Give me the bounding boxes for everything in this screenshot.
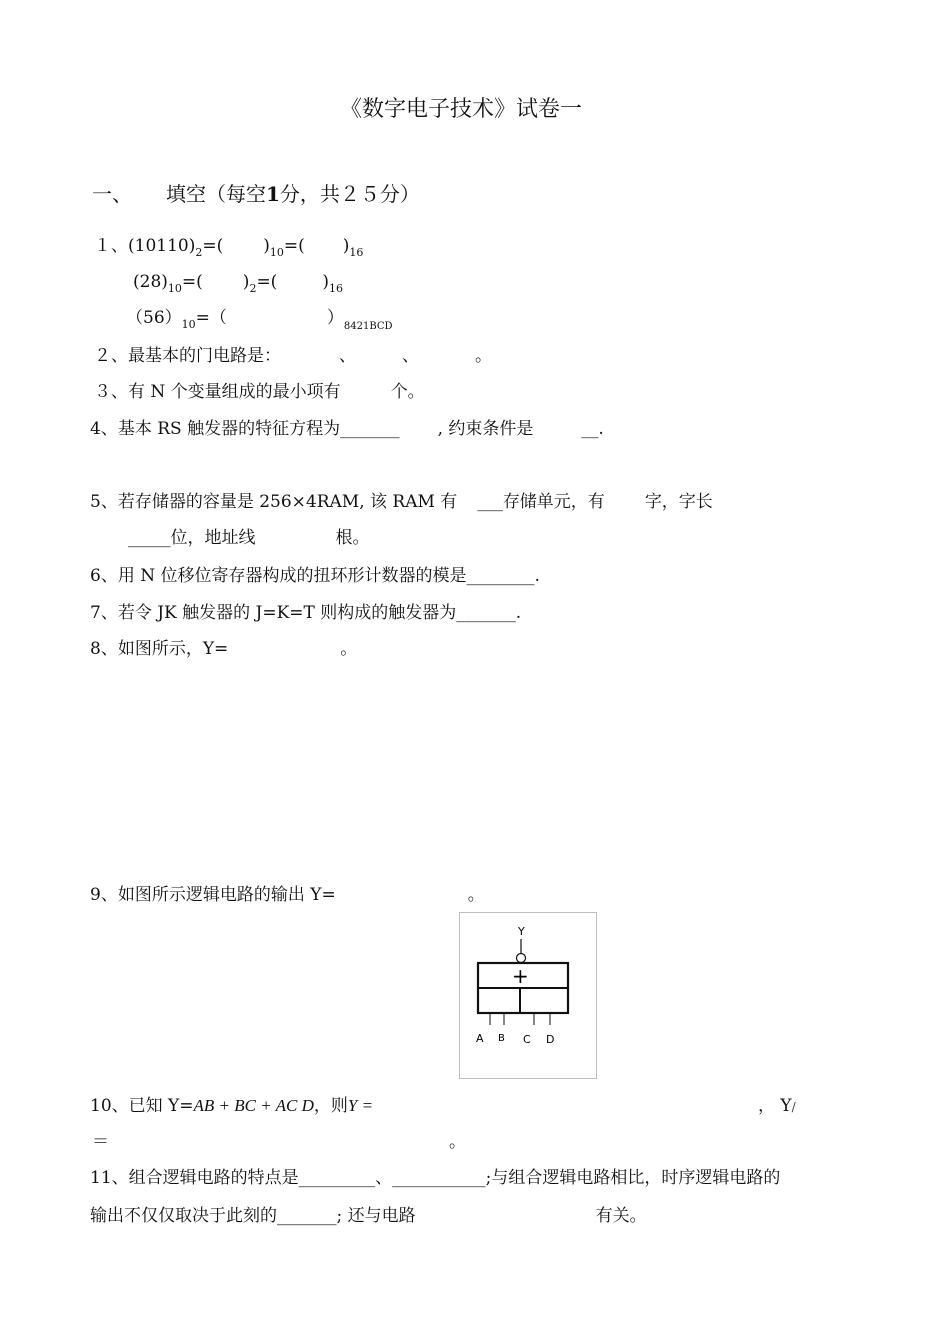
section-label: 填空（每空	[166, 182, 266, 206]
q2	[94, 346, 492, 366]
q1-l2-close1: )	[242, 272, 250, 292]
q10-mid: ，则	[313, 1096, 348, 1116]
q2-sep2: 、	[402, 346, 419, 366]
q10-y-prime	[758, 1096, 796, 1117]
figure-output-label: Y	[518, 925, 525, 938]
q5-line2	[128, 528, 370, 548]
q10-line1	[90, 1096, 373, 1116]
q3	[94, 382, 425, 402]
input-label-b: B	[498, 1033, 505, 1044]
q10-ybar: Y =	[347, 1096, 374, 1115]
input-label-d: D	[546, 1033, 555, 1046]
q6: 6、用 N 位移位寄存器构成的扭环形计数器的模是________.	[90, 566, 540, 586]
q1-eq1: =(	[202, 236, 224, 256]
logic-gate-diagram	[460, 913, 596, 1078]
q10-line2b: 。	[449, 1132, 466, 1152]
q1-l2-prefix: (28)	[133, 272, 168, 292]
section-heading	[92, 184, 420, 204]
logic-figure	[459, 912, 597, 1079]
page-title: 《数字电子技术》试卷一	[340, 97, 583, 122]
q11-line2a: 输出不仅仅取决于此刻的_______; 还与电路	[90, 1206, 416, 1226]
q1-l2-sub3: 16	[328, 282, 343, 295]
q11-line2b: 有关。	[595, 1206, 647, 1226]
q2-sep1: 、	[339, 346, 356, 366]
q5-line1	[90, 492, 713, 512]
q10-text: 10、已知 Y=	[90, 1096, 194, 1116]
q1-l2-sub2: 2	[249, 282, 257, 295]
q1-sub2: 10	[269, 246, 284, 259]
q9	[90, 885, 485, 905]
q1-l2-eq1: =(	[181, 272, 203, 292]
q1-l2-eq2: =(	[256, 272, 278, 292]
q2-end: 。	[475, 346, 492, 366]
q4-end: __.	[581, 419, 604, 439]
q8-end: 。	[340, 639, 358, 659]
q1-line2	[133, 272, 343, 294]
q4-mid: , 约束条件是	[437, 419, 534, 439]
q10-expression: AB + BC + AC D	[193, 1096, 314, 1115]
q1-sub1: 2	[195, 246, 203, 259]
gate-symbol: +	[512, 964, 529, 988]
q5-line2a: _____位，地址线	[128, 528, 256, 548]
q1-l3-sub2: 8421BCD	[343, 321, 393, 332]
q8	[90, 639, 357, 659]
q10-line2	[92, 1132, 466, 1152]
q11-line1: 11、组合逻辑电路的特点是_________、___________;与组合逻辑电路相比，时序逻辑电路的	[90, 1168, 781, 1188]
section-rest: 分，共２５分）	[279, 182, 420, 206]
q10-line2a: ＝	[92, 1132, 109, 1152]
q3-text: ３、有 N 个变量组成的最小项有	[94, 382, 341, 402]
q5-text: 5、若存储器的容量是 256×4RAM, 该 RAM 有	[90, 492, 458, 512]
section-number: 一、	[92, 182, 132, 206]
q1-l3-eq1: =（	[195, 308, 227, 328]
q1-close1: )	[263, 236, 270, 256]
q1-prefix: １、(10110)	[94, 236, 196, 256]
inversion-bubble	[517, 954, 526, 963]
q7: 7、若令 JK 触发器的 J=K=T 则构成的触发器为_______.	[90, 603, 522, 623]
q1-sub3: 16	[349, 246, 364, 259]
q10-comma: ， Y	[758, 1096, 792, 1116]
q10-prime: /	[791, 1100, 796, 1114]
q3-end: 个。	[390, 382, 425, 402]
q1-l2-sub1: 10	[167, 282, 182, 295]
q5-blank: ___存储单元，有	[477, 492, 605, 512]
q11-line2	[90, 1206, 647, 1226]
input-label-c: C	[523, 1033, 531, 1046]
input-label-a: A	[476, 1032, 484, 1045]
q5-line2b: 根。	[335, 528, 370, 548]
q1-l2-close2: )	[322, 272, 329, 292]
q1-line3	[126, 308, 393, 331]
q4-text: 4、基本 RS 触发器的特征方程为_______	[90, 419, 400, 439]
q1-l3-prefix: （56）	[126, 308, 182, 328]
q4	[90, 419, 604, 439]
q2-text: ２、最基本的门电路是：	[94, 346, 281, 366]
q9-end: 。	[467, 885, 485, 905]
q1-l3-close1: ）	[326, 308, 344, 328]
q1-l3-sub1: 10	[181, 318, 196, 331]
q9-text: 9、如图所示逻辑电路的输出 Y=	[90, 885, 336, 905]
q1-close2: )	[342, 236, 350, 256]
q1-eq2: =(	[283, 236, 305, 256]
section-points: 1	[266, 182, 280, 206]
q8-text: 8、如图所示，Y=	[90, 639, 229, 659]
q1-line1	[94, 236, 363, 258]
q5-mid: 字，字长	[644, 492, 713, 512]
